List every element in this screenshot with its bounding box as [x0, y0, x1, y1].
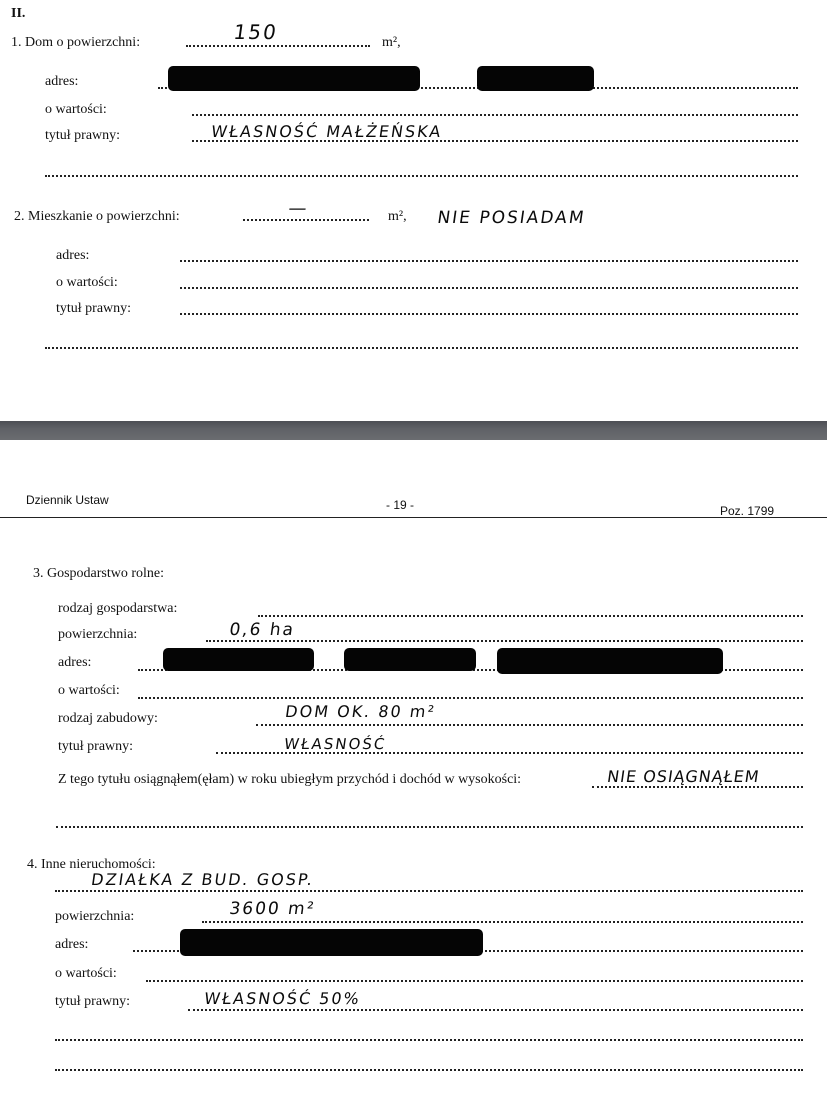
item3-income-value: NIE OSIĄGNĄŁEM [606, 767, 761, 786]
redaction-bar [180, 929, 483, 956]
item4-title-field[interactable] [188, 1009, 803, 1011]
item1-label: 1. Dom o powierzchni: [11, 35, 141, 50]
item1-address-label: adres: [45, 74, 79, 89]
item4-desc-field[interactable] [55, 890, 803, 892]
item3-building-field[interactable] [256, 724, 803, 726]
item4-area-value: 3600 m² [228, 899, 317, 919]
item2-title-field[interactable] [180, 313, 798, 315]
item2-extra-line[interactable] [45, 347, 798, 349]
item3-type-label: rodzaj gospodarstwa: [58, 601, 178, 616]
item3-value-label: o wartości: [58, 683, 120, 698]
item1-value-field[interactable] [192, 114, 798, 116]
item2-value-label: o wartości: [56, 275, 118, 290]
item4-label: 4. Inne nieruchomości: [27, 857, 156, 872]
item4-address-label: adres: [55, 937, 89, 952]
item2-area-field[interactable] [243, 219, 369, 221]
item3-title-label: tytuł prawny: [58, 739, 134, 754]
item1-unit: m², [382, 35, 401, 50]
item2-title-label: tytuł prawny: [56, 301, 132, 316]
item2-unit: m², [388, 209, 407, 224]
redaction-bar [163, 648, 314, 671]
item3-extra-line[interactable] [56, 826, 803, 828]
redaction-bar [477, 66, 594, 91]
item4-extra-line-2[interactable] [55, 1069, 803, 1071]
item3-building-label: rodzaj zabudowy: [58, 711, 158, 726]
item2-note: NIE POSIADAM [436, 208, 587, 228]
item4-title-value: WŁASNOŚĆ 50% [203, 989, 363, 1008]
item2-value-field[interactable] [180, 287, 798, 289]
section-header: II. [11, 6, 26, 21]
item2-address-field[interactable] [180, 260, 798, 262]
redaction-bar [344, 648, 476, 671]
item3-address-label: adres: [58, 655, 92, 670]
redaction-bar [168, 66, 420, 91]
item2-area-value: — [287, 198, 310, 219]
item4-value-field[interactable] [146, 980, 803, 982]
item3-value-field[interactable] [138, 697, 803, 699]
item3-income-field[interactable] [592, 786, 803, 788]
item1-title-label: tytuł prawny: [45, 128, 121, 143]
item3-income-label: Z tego tytułu osiągnąłem(ęłam) w roku ubiegłym przychód i dochód w wysokości: [58, 772, 522, 787]
item3-area-value: 0,6 ha [228, 620, 297, 640]
item1-value-label: o wartości: [45, 102, 107, 117]
item4-area-field[interactable] [202, 921, 803, 923]
redaction-bar [497, 648, 723, 674]
item3-title-value: WŁASNOŚĆ [283, 735, 388, 753]
item3-label: 3. Gospodarstwo rolne: [33, 566, 165, 581]
item2-label: 2. Mieszkanie o powierzchni: [14, 209, 180, 224]
item1-area-value: 150 [232, 20, 280, 44]
item2-address-label: adres: [56, 248, 90, 263]
item3-area-field[interactable] [206, 640, 803, 642]
item1-extra-line[interactable] [45, 175, 798, 177]
item1-area-field[interactable] [186, 45, 370, 47]
page-separator [0, 421, 827, 440]
item4-value-label: o wartości: [55, 966, 117, 981]
header-rule [0, 517, 827, 518]
item4-extra-line-1[interactable] [55, 1039, 803, 1041]
item4-desc-value: DZIAŁKA Z BUD. GOSP. [90, 870, 316, 889]
item3-area-label: powierzchnia: [58, 627, 138, 642]
page-header-center: - 19 - [386, 498, 415, 512]
item4-area-label: powierzchnia: [55, 909, 135, 924]
item3-building-value: DOM OK. 80 m² [284, 702, 438, 721]
page-header-left: Dziennik Ustaw [26, 493, 109, 507]
item1-title-value: WŁASNOŚĆ MAŁŻEŃSKA [210, 122, 444, 141]
item3-type-field[interactable] [258, 615, 803, 617]
item4-title-label: tytuł prawny: [55, 994, 131, 1009]
page-header-right: Poz. 1799 [720, 504, 775, 518]
